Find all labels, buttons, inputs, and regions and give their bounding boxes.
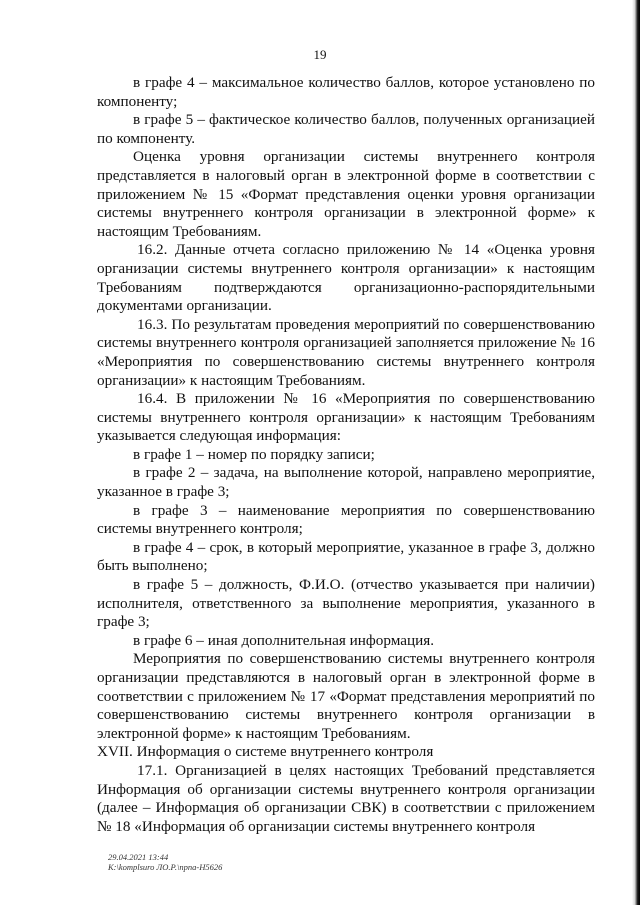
page-number: 19 (313, 47, 327, 62)
footer-stamp (108, 852, 222, 872)
paragraph-16-2: 16.2. Данные отчета согласно приложению № 14 «Оценка уровня организации системы внутреннего контроля организации» к настоящим Требованиям подтверждаются организационно-распорядительными документами организации. (97, 241, 595, 315)
list-item-grafa-4: в графе 4 – срок, в который мероприятие, указанное в графе 3, должно быть выполнено; (97, 538, 595, 575)
section-heading: XVII. Информация о системе внутреннего контроля (97, 743, 434, 761)
paragraph-grafa-4: в графе 4 – максимальное количество баллов, которое установлено по компоненту; (97, 74, 595, 110)
scan-edge-shadow (632, 0, 640, 905)
paragraph-measures-submission: Мероприятия по совершенствованию системы внутреннего контроля организации представляются в налоговый орган в электронной форме в соответствии с приложением № 17 «Формат представления мероприятий по совершенствованию системы внутреннего контроля организации в электронной форме» к настоящим Требованиям. (97, 650, 595, 742)
document-body (97, 74, 595, 836)
list-item-grafa-5: в графе 5 – должность, Ф.И.О. (отчество указывается при наличии) исполнителя, ответственного за выполнение мероприятия, указанного в графе 3; (97, 576, 595, 631)
paragraph-17-1: 17.1. Организацией в целях настоящих Требований представляется Информация об организации системы внутреннего контроля организации (далее – Информация об организации СВК) в соответствии с приложением № 18 «Информация об организации системы внутреннего контроля (97, 761, 595, 835)
list-item-grafa-6: в графе 6 – иная дополнительная информация. (133, 631, 435, 649)
paragraph-16-3: 16.3. По результатам проведения мероприятий по совершенствованию системы внутреннего контроля организацией заполняется приложение № 16 «Мероприятия по совершенствованию системы внутреннего контроля организации» к настоящим Требованиям. (97, 315, 595, 389)
paragraph-assessment-submission: Оценка уровня организации системы внутреннего контроля представляется в налоговый орган в электронной форме в соответствии с приложением № 15 «Формат представления оценки уровня организации системы внутреннего контроля организации в электронной форме» к настоящим Требованиям. (97, 148, 595, 240)
list-item-grafa-2: в графе 2 – задача, на выполнение которой, направлено мероприятие, указанное в графе 3; (97, 464, 595, 501)
paragraph-16-4: 16.4. В приложении № 16 «Мероприятия по совершенствованию системы внутреннего контроля организации» к настоящим Требованиям указывается следующая информация: (97, 390, 595, 445)
footer-timestamp: 29.04.2021 13:44 (108, 852, 169, 862)
list-item-grafa-3: в графе 3 – наименование мероприятия по совершенствованию системы внутреннего контроля; (97, 501, 595, 538)
footer-file-path: К:\komplsuro ЛО.Р.\npna-H5626 (108, 862, 223, 872)
paragraph-grafa-5: в графе 5 – фактическое количество баллов, полученных организацией по компоненту. (97, 111, 595, 147)
list-item-grafa-1: в графе 1 – номер по порядку записи; (133, 445, 375, 463)
